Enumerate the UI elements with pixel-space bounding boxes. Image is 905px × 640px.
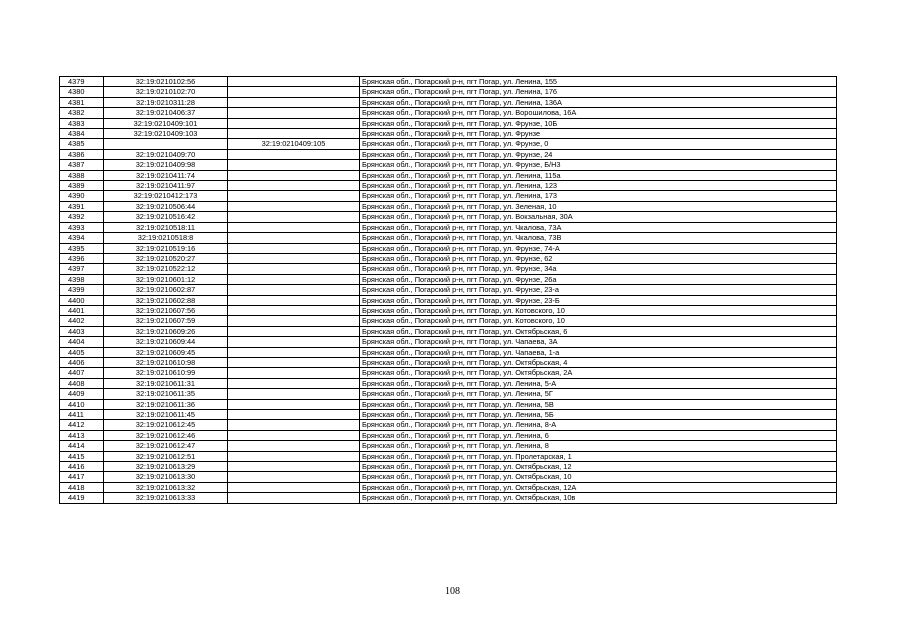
row-number-cell: 4407 bbox=[60, 368, 104, 378]
address-cell: Брянская обл., Погарский р-н, пгт Погар, ул. Ленина, 5-А bbox=[360, 378, 837, 388]
cadastral-number-cell: 32:19:0210612:46 bbox=[104, 430, 228, 440]
address-cell: Брянская обл., Погарский р-н, пгт Погар, ул. Ленина, 6 bbox=[360, 430, 837, 440]
address-cell: Брянская обл., Погарский р-н, пгт Погар, ул. Фрунзе, 62 bbox=[360, 253, 837, 263]
secondary-cadastral-cell bbox=[228, 420, 360, 430]
secondary-cadastral-cell bbox=[228, 129, 360, 139]
address-cell: Брянская обл., Погарский р-н, пгт Погар, ул. Чапаева, 1-а bbox=[360, 347, 837, 357]
cadastral-number-cell: 32:19:0210602:88 bbox=[104, 295, 228, 305]
table-row bbox=[60, 118, 837, 128]
secondary-cadastral-cell bbox=[228, 87, 360, 97]
cadastral-number-cell: 32:19:0210409:98 bbox=[104, 160, 228, 170]
secondary-cadastral-cell bbox=[228, 233, 360, 243]
row-number-cell: 4387 bbox=[60, 160, 104, 170]
table-row bbox=[60, 493, 837, 503]
table-row bbox=[60, 357, 837, 367]
row-number-cell: 4393 bbox=[60, 222, 104, 232]
secondary-cadastral-cell bbox=[228, 326, 360, 336]
row-number-cell: 4392 bbox=[60, 212, 104, 222]
cadastral-number-cell: 32:19:0210506:44 bbox=[104, 201, 228, 211]
secondary-cadastral-cell bbox=[228, 347, 360, 357]
secondary-cadastral-cell bbox=[228, 285, 360, 295]
cadastral-number-cell: 32:19:0210609:45 bbox=[104, 347, 228, 357]
address-cell: Брянская обл., Погарский р-н, пгт Погар, ул. Ленина, 136А bbox=[360, 97, 837, 107]
address-cell: Брянская обл., Погарский р-н, пгт Погар, ул. Фрунзе, 0 bbox=[360, 139, 837, 149]
row-number-cell: 4414 bbox=[60, 441, 104, 451]
table-row bbox=[60, 212, 837, 222]
table-row bbox=[60, 129, 837, 139]
cadastral-number-cell: 32:19:0210607:59 bbox=[104, 316, 228, 326]
table-row bbox=[60, 149, 837, 159]
row-number-cell: 4386 bbox=[60, 149, 104, 159]
address-cell: Брянская обл., Погарский р-н, пгт Погар, ул. Зеленая, 10 bbox=[360, 201, 837, 211]
address-cell: Брянская обл., Погарский р-н, пгт Погар, ул. Октябрьская, 12 bbox=[360, 462, 837, 472]
table-row bbox=[60, 462, 837, 472]
address-cell: Брянская обл., Погарский р-н, пгт Погар, ул. Ленина, 176 bbox=[360, 87, 837, 97]
address-cell: Брянская обл., Погарский р-н, пгт Погар, ул. Фрунзе, 23-а bbox=[360, 285, 837, 295]
row-number-cell: 4398 bbox=[60, 274, 104, 284]
address-cell: Брянская обл., Погарский р-н, пгт Погар, ул. Вокзальная, 30А bbox=[360, 212, 837, 222]
cadastral-number-cell: 32:19:0210411:97 bbox=[104, 181, 228, 191]
cadastral-number-cell: 32:19:0210612:47 bbox=[104, 441, 228, 451]
address-cell: Брянская обл., Погарский р-н, пгт Погар, ул. Чкалова, 73А bbox=[360, 222, 837, 232]
table-row bbox=[60, 347, 837, 357]
row-number-cell: 4418 bbox=[60, 482, 104, 492]
table-row bbox=[60, 181, 837, 191]
secondary-cadastral-cell bbox=[228, 201, 360, 211]
address-cell: Брянская обл., Погарский р-н, пгт Погар, ул. Ленина, 8-А bbox=[360, 420, 837, 430]
secondary-cadastral-cell bbox=[228, 368, 360, 378]
cadastral-number-cell: 32:19:0210609:44 bbox=[104, 337, 228, 347]
row-number-cell: 4408 bbox=[60, 378, 104, 388]
table-row bbox=[60, 326, 837, 336]
row-number-cell: 4381 bbox=[60, 97, 104, 107]
table-row bbox=[60, 108, 837, 118]
cadastral-number-cell: 32:19:0210611:36 bbox=[104, 399, 228, 409]
table-row bbox=[60, 243, 837, 253]
row-number-cell: 4389 bbox=[60, 181, 104, 191]
address-cell: Брянская обл., Погарский р-н, пгт Погар, ул. Фрунзе, 10Б bbox=[360, 118, 837, 128]
row-number-cell: 4417 bbox=[60, 472, 104, 482]
address-cell: Брянская обл., Погарский р-н, пгт Погар, ул. Фрунзе, 74-А bbox=[360, 243, 837, 253]
cadastral-number-cell: 32:19:0210520:27 bbox=[104, 253, 228, 263]
table-row bbox=[60, 451, 837, 461]
row-number-cell: 4382 bbox=[60, 108, 104, 118]
cadastral-number-cell bbox=[104, 139, 228, 149]
row-number-cell: 4405 bbox=[60, 347, 104, 357]
table-row bbox=[60, 472, 837, 482]
secondary-cadastral-cell bbox=[228, 410, 360, 420]
cadastral-number-cell: 32:19:0210518:8 bbox=[104, 233, 228, 243]
address-cell: Брянская обл., Погарский р-н, пгт Погар, ул. Ворошилова, 16А bbox=[360, 108, 837, 118]
secondary-cadastral-cell bbox=[228, 378, 360, 388]
row-number-cell: 4416 bbox=[60, 462, 104, 472]
row-number-cell: 4380 bbox=[60, 87, 104, 97]
table-row bbox=[60, 139, 837, 149]
row-number-cell: 4379 bbox=[60, 77, 104, 87]
cadastral-number-cell: 32:19:0210609:26 bbox=[104, 326, 228, 336]
secondary-cadastral-cell bbox=[228, 253, 360, 263]
row-number-cell: 4388 bbox=[60, 170, 104, 180]
cadastral-number-cell: 32:19:0210613:33 bbox=[104, 493, 228, 503]
cadastral-number-cell: 32:19:0210611:31 bbox=[104, 378, 228, 388]
address-cell: Брянская обл., Погарский р-н, пгт Погар, ул. Ленина, 173 bbox=[360, 191, 837, 201]
secondary-cadastral-cell bbox=[228, 357, 360, 367]
table-row bbox=[60, 482, 837, 492]
table-row bbox=[60, 316, 837, 326]
cadastral-number-cell: 32:19:0210409:101 bbox=[104, 118, 228, 128]
row-number-cell: 4394 bbox=[60, 233, 104, 243]
address-cell: Брянская обл., Погарский р-н, пгт Погар, ул. Чапаева, 3А bbox=[360, 337, 837, 347]
secondary-cadastral-cell bbox=[228, 243, 360, 253]
row-number-cell: 4383 bbox=[60, 118, 104, 128]
address-cell: Брянская обл., Погарский р-н, пгт Погар, ул. Октябрьская, 4 bbox=[360, 357, 837, 367]
row-number-cell: 4406 bbox=[60, 357, 104, 367]
secondary-cadastral-cell bbox=[228, 462, 360, 472]
secondary-cadastral-cell bbox=[228, 482, 360, 492]
table-row bbox=[60, 399, 837, 409]
cadastral-number-cell: 32:19:0210601:12 bbox=[104, 274, 228, 284]
address-cell: Брянская обл., Погарский р-н, пгт Погар, ул. Фрунзе bbox=[360, 129, 837, 139]
address-cell: Брянская обл., Погарский р-н, пгт Погар, ул. Котовского, 10 bbox=[360, 316, 837, 326]
table-row bbox=[60, 97, 837, 107]
cadastral-number-cell: 32:19:0210611:35 bbox=[104, 389, 228, 399]
cadastral-number-cell: 32:19:0210613:29 bbox=[104, 462, 228, 472]
table-row bbox=[60, 368, 837, 378]
secondary-cadastral-cell bbox=[228, 118, 360, 128]
address-cell: Брянская обл., Погарский р-н, пгт Погар, ул. Фрунзе, 34а bbox=[360, 264, 837, 274]
table-row bbox=[60, 430, 837, 440]
address-cell: Брянская обл., Погарский р-н, пгт Погар, ул. Ленина, 115а bbox=[360, 170, 837, 180]
address-cell: Брянская обл., Погарский р-н, пгт Погар, ул. Ленина, 5Г bbox=[360, 389, 837, 399]
row-number-cell: 4403 bbox=[60, 326, 104, 336]
cadastral-number-cell: 32:19:0210409:70 bbox=[104, 149, 228, 159]
address-cell: Брянская обл., Погарский р-н, пгт Погар, ул. Пролетарская, 1 bbox=[360, 451, 837, 461]
address-cell: Брянская обл., Погарский р-н, пгт Погар, ул. Фрунзе, 24 bbox=[360, 149, 837, 159]
table-row bbox=[60, 378, 837, 388]
row-number-cell: 4419 bbox=[60, 493, 104, 503]
row-number-cell: 4411 bbox=[60, 410, 104, 420]
secondary-cadastral-cell bbox=[228, 222, 360, 232]
address-cell: Брянская обл., Погарский р-н, пгт Погар, ул. Ленина, 8 bbox=[360, 441, 837, 451]
secondary-cadastral-cell bbox=[228, 295, 360, 305]
secondary-cadastral-cell bbox=[228, 170, 360, 180]
row-number-cell: 4413 bbox=[60, 430, 104, 440]
address-cell: Брянская обл., Погарский р-н, пгт Погар, ул. Октябрьская, 10в bbox=[360, 493, 837, 503]
table-row bbox=[60, 233, 837, 243]
table-row bbox=[60, 420, 837, 430]
cadastral-number-cell: 32:19:0210613:30 bbox=[104, 472, 228, 482]
cadastral-number-cell: 32:19:0210516:42 bbox=[104, 212, 228, 222]
row-number-cell: 4391 bbox=[60, 201, 104, 211]
row-number-cell: 4412 bbox=[60, 420, 104, 430]
secondary-cadastral-cell bbox=[228, 441, 360, 451]
secondary-cadastral-cell bbox=[228, 77, 360, 87]
address-cell: Брянская обл., Погарский р-н, пгт Погар, ул. Фрунзе, 23-Б bbox=[360, 295, 837, 305]
address-cell: Брянская обл., Погарский р-н, пгт Погар, ул. Котовского, 10 bbox=[360, 305, 837, 315]
address-cell: Брянская обл., Погарский р-н, пгт Погар, ул. Ленина, 155 bbox=[360, 77, 837, 87]
cadastral-number-cell: 32:19:0210611:45 bbox=[104, 410, 228, 420]
cadastral-number-cell: 32:19:0210518:11 bbox=[104, 222, 228, 232]
secondary-cadastral-cell bbox=[228, 399, 360, 409]
secondary-cadastral-cell bbox=[228, 472, 360, 482]
row-number-cell: 4402 bbox=[60, 316, 104, 326]
secondary-cadastral-cell bbox=[228, 493, 360, 503]
table-row bbox=[60, 337, 837, 347]
row-number-cell: 4385 bbox=[60, 139, 104, 149]
row-number-cell: 4404 bbox=[60, 337, 104, 347]
cadastral-number-cell: 32:19:0210102:70 bbox=[104, 87, 228, 97]
row-number-cell: 4390 bbox=[60, 191, 104, 201]
secondary-cadastral-cell bbox=[228, 305, 360, 315]
cadastral-number-cell: 32:19:0210602:87 bbox=[104, 285, 228, 295]
cadastral-number-cell: 32:19:0210102:56 bbox=[104, 77, 228, 87]
secondary-cadastral-cell bbox=[228, 274, 360, 284]
page-number: 108 bbox=[445, 586, 460, 597]
address-cell: Брянская обл., Погарский р-н, пгт Погар, ул. Фрунзе, 26а bbox=[360, 274, 837, 284]
table-row bbox=[60, 170, 837, 180]
cadastral-number-cell: 32:19:0210612:45 bbox=[104, 420, 228, 430]
table-row bbox=[60, 305, 837, 315]
cadastral-number-cell: 32:19:0210406:37 bbox=[104, 108, 228, 118]
row-number-cell: 4410 bbox=[60, 399, 104, 409]
table-row bbox=[60, 87, 837, 97]
cadastral-number-cell: 32:19:0210409:103 bbox=[104, 129, 228, 139]
secondary-cadastral-cell: 32:19:0210409:105 bbox=[228, 139, 360, 149]
row-number-cell: 4399 bbox=[60, 285, 104, 295]
secondary-cadastral-cell bbox=[228, 108, 360, 118]
table-row bbox=[60, 160, 837, 170]
table-row bbox=[60, 389, 837, 399]
property-table bbox=[59, 76, 837, 504]
cadastral-number-cell: 32:19:0210411:74 bbox=[104, 170, 228, 180]
address-cell: Брянская обл., Погарский р-н, пгт Погар, ул. Ленина, 5В bbox=[360, 399, 837, 409]
row-number-cell: 4400 bbox=[60, 295, 104, 305]
table-row bbox=[60, 264, 837, 274]
cadastral-number-cell: 32:19:0210613:32 bbox=[104, 482, 228, 492]
secondary-cadastral-cell bbox=[228, 149, 360, 159]
cadastral-number-cell: 32:19:0210412:173 bbox=[104, 191, 228, 201]
row-number-cell: 4401 bbox=[60, 305, 104, 315]
table-row bbox=[60, 253, 837, 263]
secondary-cadastral-cell bbox=[228, 181, 360, 191]
cadastral-number-cell: 32:19:0210610:98 bbox=[104, 357, 228, 367]
cadastral-number-cell: 32:19:0210612:51 bbox=[104, 451, 228, 461]
table-body bbox=[60, 77, 837, 504]
address-cell: Брянская обл., Погарский р-н, пгт Погар, ул. Ленина, 5Б bbox=[360, 410, 837, 420]
table-row bbox=[60, 274, 837, 284]
table-row bbox=[60, 222, 837, 232]
table-row bbox=[60, 410, 837, 420]
row-number-cell: 4395 bbox=[60, 243, 104, 253]
table-row bbox=[60, 77, 837, 87]
address-cell: Брянская обл., Погарский р-н, пгт Погар, ул. Чкалова, 73В bbox=[360, 233, 837, 243]
table-row bbox=[60, 191, 837, 201]
secondary-cadastral-cell bbox=[228, 430, 360, 440]
secondary-cadastral-cell bbox=[228, 97, 360, 107]
cadastral-number-cell: 32:19:0210519:16 bbox=[104, 243, 228, 253]
secondary-cadastral-cell bbox=[228, 191, 360, 201]
table-row bbox=[60, 285, 837, 295]
secondary-cadastral-cell bbox=[228, 337, 360, 347]
secondary-cadastral-cell bbox=[228, 316, 360, 326]
table-row bbox=[60, 295, 837, 305]
cadastral-number-cell: 32:19:0210607:56 bbox=[104, 305, 228, 315]
address-cell: Брянская обл., Погарский р-н, пгт Погар, ул. Ленина, 123 bbox=[360, 181, 837, 191]
address-cell: Брянская обл., Погарский р-н, пгт Погар, ул. Октябрьская, 12А bbox=[360, 482, 837, 492]
row-number-cell: 4397 bbox=[60, 264, 104, 274]
address-cell: Брянская обл., Погарский р-н, пгт Погар, ул. Октябрьская, 10 bbox=[360, 472, 837, 482]
row-number-cell: 4384 bbox=[60, 129, 104, 139]
cadastral-number-cell: 32:19:0210311:28 bbox=[104, 97, 228, 107]
row-number-cell: 4409 bbox=[60, 389, 104, 399]
address-cell: Брянская обл., Погарский р-н, пгт Погар, ул. Октябрьская, 6 bbox=[360, 326, 837, 336]
address-cell: Брянская обл., Погарский р-н, пгт Погар, ул. Фрунзе, Б/Н3 bbox=[360, 160, 837, 170]
secondary-cadastral-cell bbox=[228, 212, 360, 222]
address-cell: Брянская обл., Погарский р-н, пгт Погар, ул. Октябрьская, 2А bbox=[360, 368, 837, 378]
cadastral-number-cell: 32:19:0210522:12 bbox=[104, 264, 228, 274]
secondary-cadastral-cell bbox=[228, 451, 360, 461]
cadastral-number-cell: 32:19:0210610:99 bbox=[104, 368, 228, 378]
secondary-cadastral-cell bbox=[228, 389, 360, 399]
row-number-cell: 4415 bbox=[60, 451, 104, 461]
secondary-cadastral-cell bbox=[228, 160, 360, 170]
table-row bbox=[60, 201, 837, 211]
row-number-cell: 4396 bbox=[60, 253, 104, 263]
table-row bbox=[60, 441, 837, 451]
secondary-cadastral-cell bbox=[228, 264, 360, 274]
